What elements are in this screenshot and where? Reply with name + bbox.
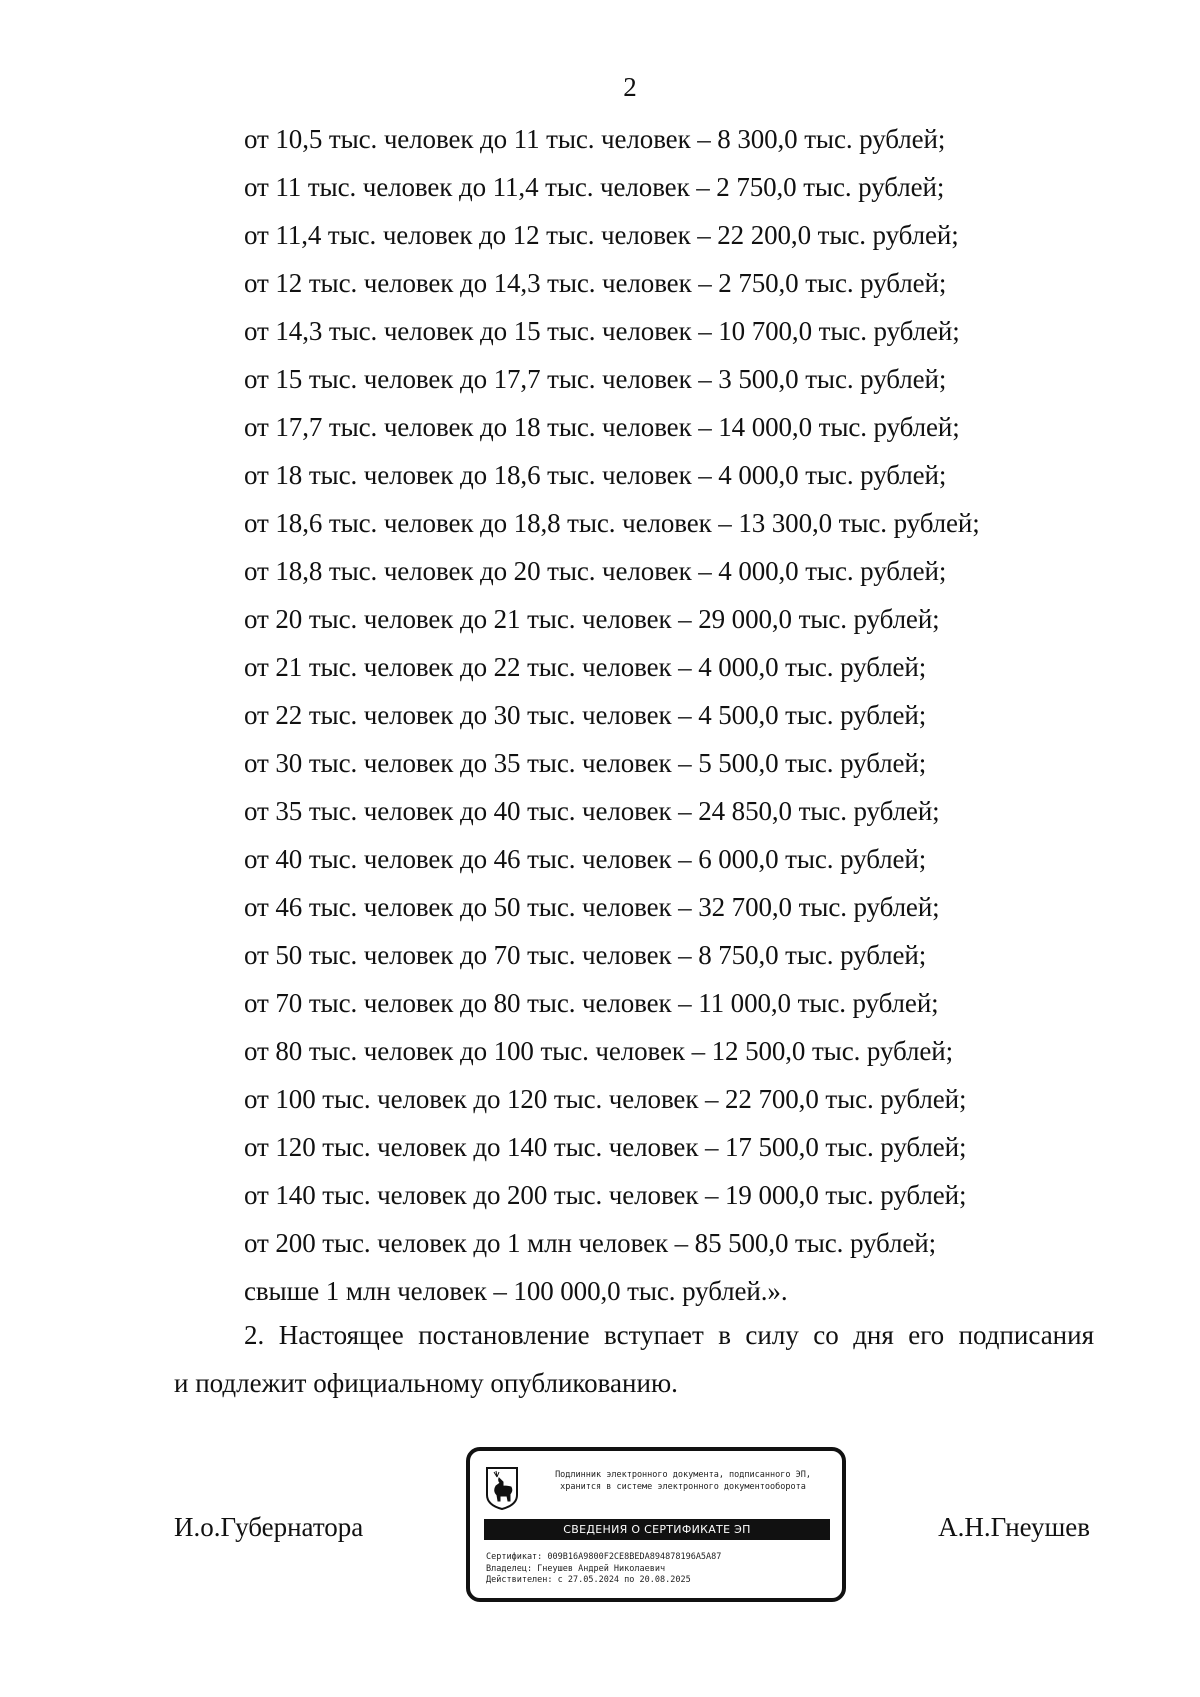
list-item: от 80 тыс. человек до 100 тыс. человек – 12 500,0 тыс. рублей; [244, 1036, 953, 1066]
list-item: от 21 тыс. человек до 22 тыс. человек – 4 000,0 тыс. рублей; [244, 652, 927, 682]
list-item: от 18,6 тыс. человек до 18,8 тыс. человек – 13 300,0 тыс. рублей; [244, 508, 980, 538]
list-item: свыше 1 млн человек – 100 000,0 тыс. рублей.». [244, 1276, 788, 1306]
list-item: от 46 тыс. человек до 50 тыс. человек – 32 700,0 тыс. рублей; [244, 892, 940, 922]
list-item: от 11,4 тыс. человек до 12 тыс. человек – 22 200,0 тыс. рублей; [244, 220, 959, 250]
list-item: от 14,3 тыс. человек до 15 тыс. человек – 10 700,0 тыс. рублей; [244, 316, 960, 346]
list-item: от 50 тыс. человек до 70 тыс. человек – 8 750,0 тыс. рублей; [244, 940, 927, 970]
list-item: от 15 тыс. человек до 17,7 тыс. человек – 3 500,0 тыс. рублей; [244, 364, 947, 394]
paragraph-line: 2. Настоящее постановление вступает в силу со дня его подписания [244, 1320, 1094, 1350]
signatory-name: А.Н.Гнеушев [938, 1512, 1090, 1542]
list-item: от 70 тыс. человек до 80 тыс. человек – 11 000,0 тыс. рублей; [244, 988, 939, 1018]
certificate-number: Сертификат: 009B16A9800F2CE8BEDA894878196A5A87 [486, 1552, 722, 1562]
list-item: от 140 тыс. человек до 200 тыс. человек – 19 000,0 тыс. рублей; [244, 1180, 967, 1210]
list-item: от 35 тыс. человек до 40 тыс. человек – 24 850,0 тыс. рублей; [244, 796, 940, 826]
list-item: от 120 тыс. человек до 140 тыс. человек – 17 500,0 тыс. рублей; [244, 1132, 967, 1162]
paragraph-line: и подлежит официальному опубликованию. [174, 1368, 678, 1398]
certificate-owner: Владелец: Гнеушев Андрей Николаевич [486, 1563, 666, 1574]
signatory-position: И.о.Губернатора [174, 1512, 364, 1542]
page-number: 2 [623, 72, 637, 102]
stamp-title-bar: СВЕДЕНИЯ О СЕРТИФИКАТЕ ЭП [484, 1519, 830, 1540]
list-item: от 18,8 тыс. человек до 20 тыс. человек – 4 000,0 тыс. рублей; [244, 556, 947, 586]
list-item: от 10,5 тыс. человек до 11 тыс. человек – 8 300,0 тыс. рублей; [244, 124, 946, 154]
stamp-header [528, 1469, 838, 1493]
electronic-signature-stamp [466, 1447, 846, 1602]
list-item: от 20 тыс. человек до 21 тыс. человек – 29 000,0 тыс. рублей; [244, 604, 940, 634]
stamp-header-line: Подлинник электронного документа, подписанного ЭП, [555, 1470, 811, 1480]
effective-date-paragraph [174, 1311, 1094, 1407]
list-item: от 30 тыс. человек до 35 тыс. человек – 5 500,0 тыс. рублей; [244, 748, 927, 778]
list-item: от 18 тыс. человек до 18,6 тыс. человек – 4 000,0 тыс. рублей; [244, 460, 947, 490]
list-item: от 11 тыс. человек до 11,4 тыс. человек – 2 750,0 тыс. рублей; [244, 172, 945, 202]
list-item: от 200 тыс. человек до 1 млн человек – 85 500,0 тыс. рублей; [244, 1228, 937, 1258]
certificate-validity: Действителен: с 27.05.2024 по 20.08.2025 [486, 1575, 691, 1585]
list-item: от 22 тыс. человек до 30 тыс. человек – 4 500,0 тыс. рублей; [244, 700, 927, 730]
list-item: от 12 тыс. человек до 14,3 тыс. человек – 2 750,0 тыс. рублей; [244, 268, 947, 298]
deer-coat-of-arms-icon [484, 1465, 520, 1511]
list-item: от 17,7 тыс. человек до 18 тыс. человек – 14 000,0 тыс. рублей; [244, 412, 960, 442]
amount-list [244, 115, 1144, 1315]
list-item: от 40 тыс. человек до 46 тыс. человек – 6 000,0 тыс. рублей; [244, 844, 927, 874]
stamp-certificate-details [486, 1552, 721, 1587]
stamp-header-line: хранится в системе электронного документооборота [560, 1482, 806, 1492]
list-item: от 100 тыс. человек до 120 тыс. человек – 22 700,0 тыс. рублей; [244, 1084, 967, 1114]
